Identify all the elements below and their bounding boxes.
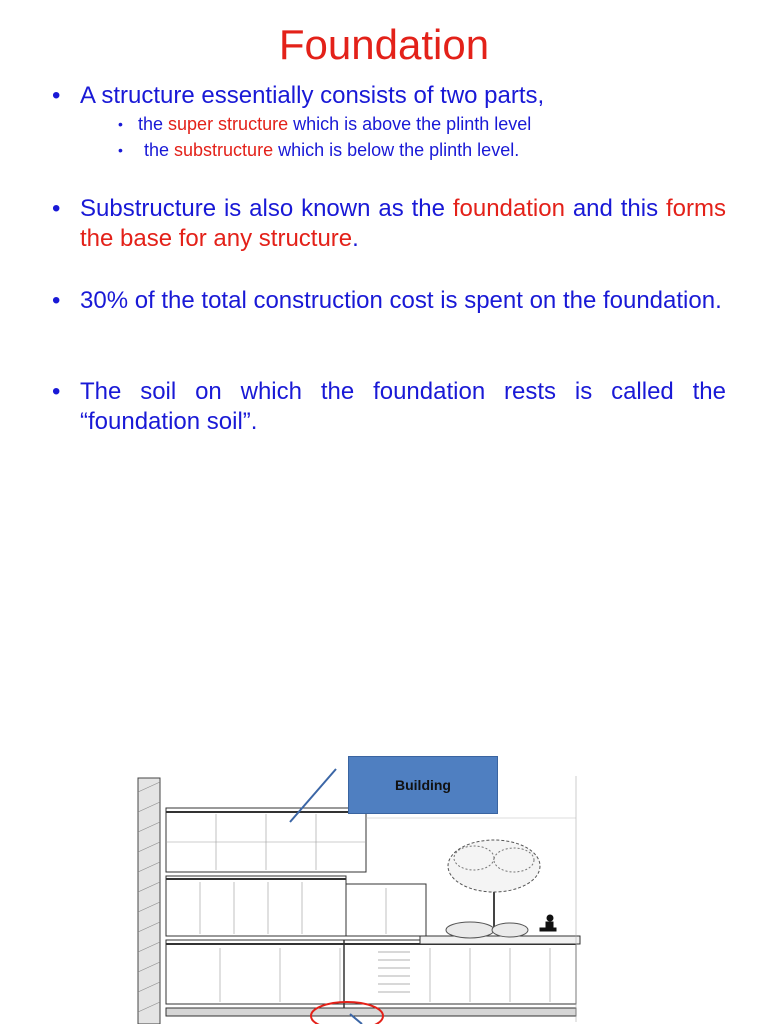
bullet-highlight-base: forms the base for any structure	[80, 195, 726, 252]
sub-bullet-dot: •	[118, 142, 123, 158]
callout-building	[348, 756, 498, 814]
sub-text-post: which is below the plinth level.	[273, 140, 520, 160]
sub-text-pre: the	[138, 114, 169, 134]
person-icon	[540, 915, 556, 931]
bullet-text: The soil on which the foundation rests is called the “foundation soil”.	[80, 378, 726, 435]
bullet-highlight-foundation: foundation	[452, 195, 565, 222]
bullet-construction-cost	[52, 286, 726, 316]
sub-bullet-dot: •	[118, 116, 123, 132]
slide-title: Foundation	[278, 21, 490, 68]
ground-floor	[166, 940, 576, 1004]
middle-floor	[166, 876, 346, 936]
sub-text-highlight: substructure	[174, 140, 274, 160]
callout-label: Building	[395, 777, 451, 793]
bullet-text-mid: and this	[564, 195, 666, 222]
bullet-foundation-soil	[52, 377, 726, 437]
bullet-text: 30% of the total construction cost is spent on the foundation.	[80, 287, 722, 314]
bullet-text-pre: Substructure is also known as the	[80, 195, 453, 222]
sub-text-post: which is above the plinth level	[288, 114, 532, 134]
bullet-dot: •	[52, 195, 61, 222]
bullet-text: A structure essentially consists of two parts,	[80, 82, 545, 109]
bullet-text	[80, 194, 726, 254]
sub-text-pre: the	[144, 140, 175, 160]
tree-icon	[446, 840, 540, 938]
foundation-slab	[166, 1008, 576, 1016]
sub-text-highlight: super structure	[168, 114, 289, 134]
sub-bullet-substructure	[118, 138, 519, 162]
bullet-dot: •	[52, 378, 61, 405]
bullet-dot: •	[52, 287, 61, 314]
stairs	[378, 952, 410, 992]
bullet-text-post: .	[352, 225, 359, 252]
bullet-substructure-foundation	[52, 194, 726, 254]
terrace-slab	[420, 936, 580, 944]
callout-leader-line	[290, 769, 336, 822]
sub-bullet-super-structure	[118, 112, 531, 136]
bullet-structure-parts	[52, 81, 726, 111]
bullet-dot: •	[52, 82, 61, 109]
